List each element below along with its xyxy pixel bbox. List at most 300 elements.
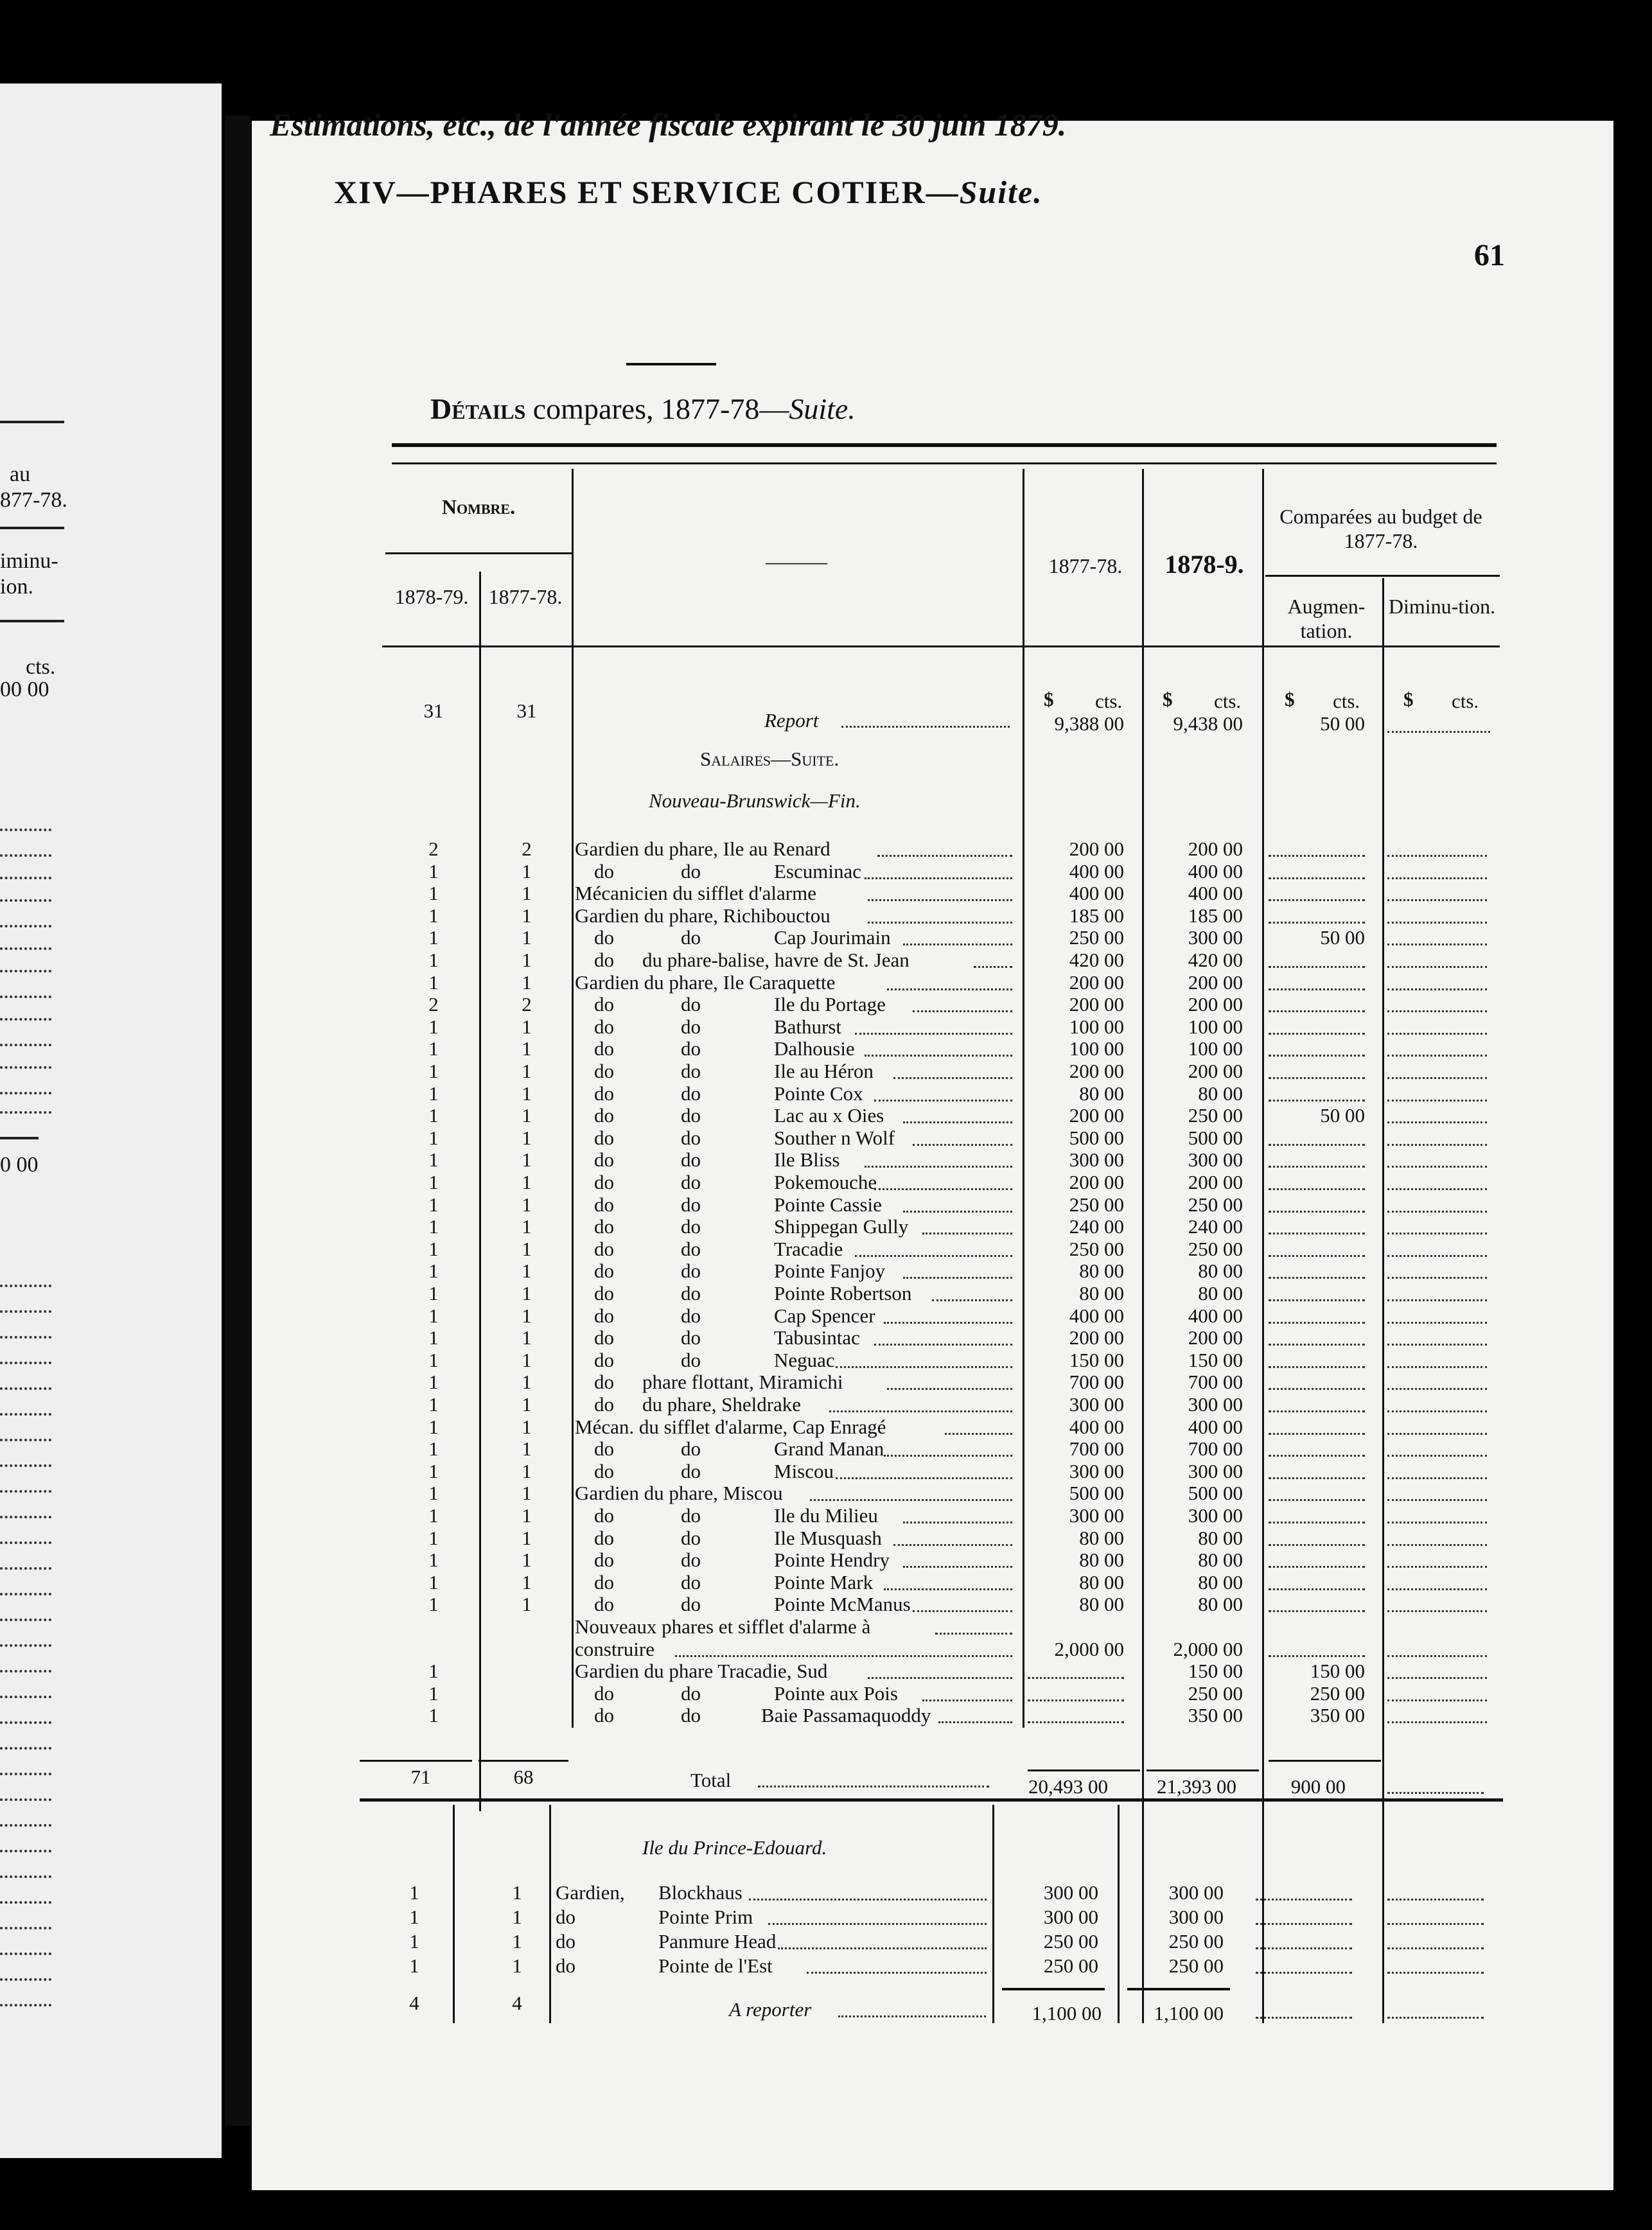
leader-dots [1387,1033,1487,1035]
row-1878-9: 300 00 [1188,1504,1243,1527]
row-desc: Ile du Milieu [774,1504,878,1527]
row-do: do [594,1126,614,1149]
cts-label: cts. [1214,690,1242,712]
row-1877-78: 400 00 [1069,1415,1124,1438]
leader-dots [1256,2017,1352,2019]
row-n1878: 1 [428,1459,439,1482]
row-n1878: 1 [428,1482,439,1505]
total-bottom-rule [360,1798,1503,1802]
leader-dots [1269,922,1365,924]
row-n1877: 1 [522,1193,532,1216]
left-text: cts. [26,655,56,679]
left-leader-dots [0,1696,51,1698]
row-n1877: 1 [522,1060,532,1082]
section-title-suite: Suite. [959,174,1043,210]
row-n1878: 1 [428,1415,439,1438]
leader-dots [1387,1100,1487,1102]
row-1877-78: 250 00 [1043,1930,1098,1953]
left-leader-dots [0,1439,51,1441]
leader-dots [1269,899,1365,901]
row-1878-9: 80 00 [1198,1549,1243,1572]
row-do: do [681,1082,701,1105]
dollar-sign: $ [1285,688,1295,710]
leader-dots [932,1299,1012,1301]
header-diminution: Diminu-tion. [1388,595,1496,618]
row-desc: Gardien, [556,1881,625,1904]
row-n1877: 1 [512,1906,522,1928]
row-1878-9: 150 00 [1188,1660,1243,1683]
row-do: do [681,1237,701,1260]
leader-dots [1387,1477,1487,1479]
leader-dots [903,1277,1012,1279]
row-desc: Gardien du phare, Ile au Renard [575,838,830,860]
leader-dots [945,1433,1012,1435]
row-do: do [681,1060,701,1082]
left-leader-dots [0,1747,51,1750]
leader-dots [1387,731,1490,733]
row-do: do [681,1260,701,1283]
row-1878-9: 700 00 [1188,1371,1243,1394]
row-n1878: 1 [428,1504,439,1527]
row-desc: Tracadie [774,1237,843,1260]
row-do: do [681,993,701,1016]
details-sc: Détails [430,392,526,425]
left-leader-dots [0,1310,51,1313]
left-text: 877-78. [0,488,67,512]
leader-dots [884,1588,1012,1590]
leader-dots [1387,1188,1487,1190]
leader-dots [1269,1322,1365,1324]
row-desc: Cap Jourimain [774,926,891,949]
row-1877-78: 400 00 [1069,859,1124,882]
vrule [1382,578,1384,2023]
row-1877-78: 80 00 [1079,1549,1124,1572]
row-1877-78: 80 00 [1079,1082,1124,1105]
row-1878-9: 185 00 [1188,904,1243,927]
leader-dots [1269,1211,1365,1213]
left-leader-dots [0,1413,51,1416]
left-leader-dots [0,1567,51,1570]
row-n1877: 1 [522,1437,532,1461]
row-1877-78: 700 00 [1069,1437,1124,1461]
row-desc: Ile du Portage [774,993,886,1016]
row-n1878: 1 [428,926,439,949]
row-n1878: 1 [428,1104,439,1127]
row-1878-9: 200 00 [1188,1171,1243,1193]
left-text: iminu- [0,549,58,573]
leader-dots [1269,1433,1365,1435]
row-do: do [681,1570,701,1593]
reporter-rule [1002,1988,1105,1990]
leader-dots [1269,1455,1365,1457]
leader-dots [1269,1544,1365,1546]
row-do: do [594,1282,614,1304]
left-leader-dots [0,925,51,927]
leader-dots [1387,1655,1487,1657]
leader-dots [1387,1233,1487,1234]
row-1878-9: 400 00 [1188,859,1243,882]
row-desc: Souther n Wolf [774,1126,895,1149]
leader-dots [974,966,1012,968]
row-augmentation: 50 00 [1320,1104,1365,1127]
row-do: do [681,859,701,882]
details-rest: compares, 1877-78— [525,392,789,425]
row-n1877: 1 [522,970,532,994]
row-1877-78: 80 00 [1079,1593,1124,1616]
report-n1: 31 [423,699,444,722]
leader-dots [1269,1344,1365,1346]
row-n1878: 1 [409,1954,419,1977]
leader-dots [868,1677,1012,1679]
section-title-text: XIV—PHARES ET SERVICE COTIER— [334,174,960,210]
leader-dots [1269,1055,1365,1057]
left-leader-dots [0,1927,51,1929]
row-1878-9: 700 00 [1188,1437,1243,1461]
leader-dots [922,1233,1012,1234]
total-aug: 900 00 [1290,1775,1346,1798]
left-leader-dots [0,1978,51,1981]
row-n1877: 1 [522,1215,532,1238]
row-do: do [594,926,614,949]
row-n1878: 1 [428,1037,439,1060]
row-do: do [681,1304,701,1327]
row-do: do [681,1437,701,1461]
row-desc: Neguac [774,1348,835,1371]
row-n1878: 1 [428,1681,439,1705]
left-leader-dots [0,1619,51,1621]
left-leader-dots [0,1850,51,1852]
row-do: do [594,1549,614,1572]
leader-dots [836,1366,1012,1368]
header-col-1877-78: 1877-78. [1048,554,1123,577]
leader-dots [1269,1522,1365,1523]
leader-dots [1387,1388,1487,1390]
row-1877-78: 150 00 [1069,1348,1124,1371]
cts-label: cts. [1095,690,1123,712]
leader-dots [865,1055,1012,1057]
left-leader-dots [0,829,51,831]
row-n1877: 1 [522,1504,532,1527]
leader-dots [1256,1947,1352,1949]
row-1877-78: 80 00 [1079,1260,1124,1283]
left-leader-dots [0,1044,51,1046]
row-do: do [681,1526,701,1549]
leader-dots [868,899,1012,901]
row-desc: Lac au x Oies [774,1104,884,1127]
row-1877-78: 80 00 [1079,1570,1124,1593]
row-do: do [594,1082,614,1105]
row-do: do [594,1326,614,1349]
row-n1877: 1 [522,1371,532,1394]
row-n1877: 1 [522,904,532,927]
total-rule [360,1760,472,1762]
report-1877: 9,388 00 [1054,712,1124,735]
row-desc: phare flottant, Miramichi [642,1371,843,1394]
row-n1877: 1 [522,859,532,882]
leader-dots [903,1566,1012,1568]
left-text: 00 00 [0,678,49,701]
row-do: do [681,1326,701,1349]
row-do: do [594,1215,614,1238]
leader-dots [1387,1055,1487,1057]
row-n1878: 1 [428,1126,439,1149]
row-desc: Pointe Robertson [774,1282,912,1304]
leader-dots [1256,1923,1352,1925]
row-do: do [681,1549,701,1572]
row-desc: Dalhousie [774,1037,855,1060]
leader-dots [1028,1677,1124,1679]
row-n1878: 1 [428,1660,439,1683]
left-leader-dots [0,947,51,950]
row-desc: du phare-balise, havre de St. Jean [642,949,909,971]
leader-dots [893,1544,1012,1546]
row-1878-9: 300 00 [1188,1393,1243,1416]
row-1877-78: 200 00 [1069,1104,1124,1127]
salaires-heading: Salaires—Suite. [700,748,839,770]
row-1877-78: 250 00 [1069,1193,1124,1216]
row-n1877: 1 [522,1459,532,1482]
total-rule [1028,1769,1140,1771]
row-1878-9: 500 00 [1188,1482,1243,1505]
leader-dots [1387,1721,1487,1723]
row-n1877: 1 [522,1171,532,1193]
leader-dots [829,1410,1012,1412]
row-do: do [594,1437,614,1461]
row-desc: Blockhaus [658,1881,743,1904]
leader-dots [1387,1366,1487,1368]
row-n1877: 1 [522,1126,532,1149]
row-n1878: 1 [428,1526,439,1549]
leader-dots [1269,1410,1365,1412]
row-do: do [594,949,614,971]
leader-dots [913,1010,1012,1012]
row-n1877: 1 [522,1037,532,1060]
report-label: Report [764,709,819,732]
row-desc: Gardien du phare, Ile Caraquette [575,970,836,994]
row-1878-9: 200 00 [1188,1060,1243,1082]
row-1877-78: 200 00 [1069,838,1124,860]
row-desc: Pointe McManus [774,1593,911,1616]
row-n1877: 1 [522,1015,532,1038]
left-leader-dots [0,1593,51,1595]
row-desc: Pointe Cox [774,1082,863,1105]
leader-dots [1387,899,1487,901]
row-n1877: 1 [522,1082,532,1105]
left-text: au [10,462,31,486]
row-1878-9: 200 00 [1188,838,1243,860]
leader-dots [903,1211,1012,1213]
row-n1878: 1 [428,949,439,971]
row-1877-78: 80 00 [1079,1526,1124,1549]
left-leader-dots [0,970,51,972]
row-1878-9: 80 00 [1198,1260,1243,1283]
leader-dots [1269,1166,1365,1168]
row-n1877: 1 [522,1482,532,1505]
vrule [572,469,574,1728]
row-do: do [594,1193,614,1216]
leader-dots [749,1899,987,1901]
leader-dots [1387,1299,1487,1301]
cts-label: cts. [1333,690,1360,712]
leader-dots [1269,855,1365,857]
reporter-n1: 4 [409,1992,419,2014]
row-1877-78: 300 00 [1043,1906,1098,1928]
row-desc: Gardien du phare, Miscou [575,1482,783,1505]
leader-dots [778,1947,987,1949]
left-leader-dots [0,1798,51,1801]
leader-dots [1387,988,1487,990]
leader-dots [1269,1033,1365,1035]
row-n1878: 1 [409,1906,419,1928]
row-1878-9: 2,000 00 [1173,1637,1243,1660]
reporter-1877: 1,100 00 [1032,2002,1102,2024]
row-1878-9: 250 00 [1188,1193,1243,1216]
row-n1878: 1 [428,1215,439,1238]
row-desc: Pointe Fanjoy [774,1260,886,1283]
row-1878-9: 500 00 [1188,1126,1243,1149]
title-rule [626,363,716,365]
leader-dots [884,1322,1012,1324]
leader-dots [913,1144,1012,1146]
row-1878-9: 80 00 [1198,1593,1243,1616]
details-subtitle [430,392,856,426]
row-n1878: 1 [428,1326,439,1349]
row-1878-9: 150 00 [1188,1348,1243,1371]
total-rule [1147,1769,1259,1771]
leader-dots [887,1388,1012,1390]
row-n1877: 1 [522,1282,532,1304]
row-1877-78: 100 00 [1069,1037,1124,1060]
row-1877-78: 200 00 [1069,993,1124,1016]
row-1878-9: 400 00 [1188,1415,1243,1438]
leader-dots [1387,1211,1487,1213]
row-n1878: 2 [428,993,439,1016]
row-n1877: 1 [512,1930,522,1953]
row-1878-9: 80 00 [1198,1082,1243,1105]
row-1877-78: 250 00 [1069,1237,1124,1260]
dollar-sign: $ [1044,688,1054,710]
leader-dots [1269,966,1365,968]
row-do: do [594,1015,614,1038]
row-desc: Pokemouche [774,1171,877,1193]
left-leader-dots [0,1464,51,1467]
header-compare-rule [1265,575,1500,577]
leader-dots [903,1522,1012,1523]
row-1877-78: 2,000 00 [1054,1637,1124,1660]
row-augmentation: 50 00 [1320,926,1365,949]
row-n1878: 1 [428,970,439,994]
row-do: do [594,1371,614,1394]
leader-dots [1269,1188,1365,1190]
row-n1878: 1 [409,1930,419,1953]
row-n1878: 1 [428,1704,439,1727]
leader-dots [810,1499,1012,1501]
leader-dots [1387,1588,1487,1590]
leader-dots [887,988,1012,990]
leader-dots [877,855,1012,857]
row-1877-78: 500 00 [1069,1126,1124,1149]
row-n1878: 1 [428,1549,439,1572]
leader-dots [1269,1588,1365,1590]
leader-dots [768,1923,987,1925]
row-n1878: 2 [428,838,439,860]
row-1878-9: 250 00 [1188,1237,1243,1260]
report-n2: 31 [516,699,537,722]
leader-dots [1387,1522,1487,1523]
row-n1878: 1 [428,1060,439,1082]
left-leader-dots [0,1362,51,1364]
row-do: do [594,1348,614,1371]
leader-dots [1269,1255,1365,1257]
left-rule [0,1137,39,1139]
leader-dots [1387,877,1487,879]
row-1877-78: 400 00 [1069,882,1124,905]
row-1878-9: 200 00 [1188,1326,1243,1349]
leader-dots [1269,1388,1365,1390]
leader-dots [884,1455,1012,1457]
leader-dots [1387,1899,1484,1901]
province2-heading: Ile du Prince-Edouard. [642,1836,827,1859]
row-desc: Gardien du phare Tracadie, Sud [575,1660,828,1683]
row-n1878: 1 [428,1082,439,1105]
row-n1877: 1 [522,1326,532,1349]
left-rule [0,421,64,423]
row-1878-9: 240 00 [1188,1215,1243,1238]
row-n1878: 1 [409,1881,419,1904]
row-1877-78: 700 00 [1069,1371,1124,1394]
row-n1877: 1 [522,882,532,905]
row-do: do [681,1148,701,1172]
left-leader-dots [0,1092,51,1094]
row-desc: Pointe aux Pois [774,1681,898,1705]
total-1877: 20,493 00 [1028,1775,1108,1798]
row-desc: Ile Bliss [774,1148,840,1172]
row-do: do [594,1504,614,1527]
row-do: do [594,1037,614,1060]
row-do: do [594,1104,614,1127]
leader-dots [903,1121,1012,1123]
row-desc: construire [575,1637,655,1660]
table-top-rule [392,443,1497,447]
leader-dots [1387,1792,1484,1794]
header-col-1878-9: 1878-9. [1164,550,1244,579]
row-1877-78: 185 00 [1069,904,1124,927]
leader-dots [1387,1923,1484,1925]
leader-dots [935,1633,1012,1635]
leader-dots [1269,1077,1365,1079]
row-n1877: 1 [522,1593,532,1616]
leader-dots [1028,1721,1124,1723]
left-text: ion. [0,575,33,599]
left-leader-dots [0,1490,51,1493]
leader-dots [893,1077,1012,1079]
row-n1877: 2 [522,838,532,860]
leader-dots [913,1610,1012,1612]
row-desc: do [556,1906,576,1928]
leader-dots [938,1721,1012,1723]
row-n1878: 1 [428,1148,439,1172]
row-n1878: 1 [428,1437,439,1461]
row-n1877: 1 [522,1260,532,1283]
page-number: 61 [1474,238,1505,272]
row-desc: Pointe de l'Est [658,1954,773,1977]
leader-dots [855,1255,1012,1257]
leader-dots [1269,1100,1365,1102]
leader-dots [1387,1499,1487,1501]
leader-dots [1269,988,1365,990]
row-n1878: 1 [428,1393,439,1416]
left-leader-dots [0,1516,51,1518]
